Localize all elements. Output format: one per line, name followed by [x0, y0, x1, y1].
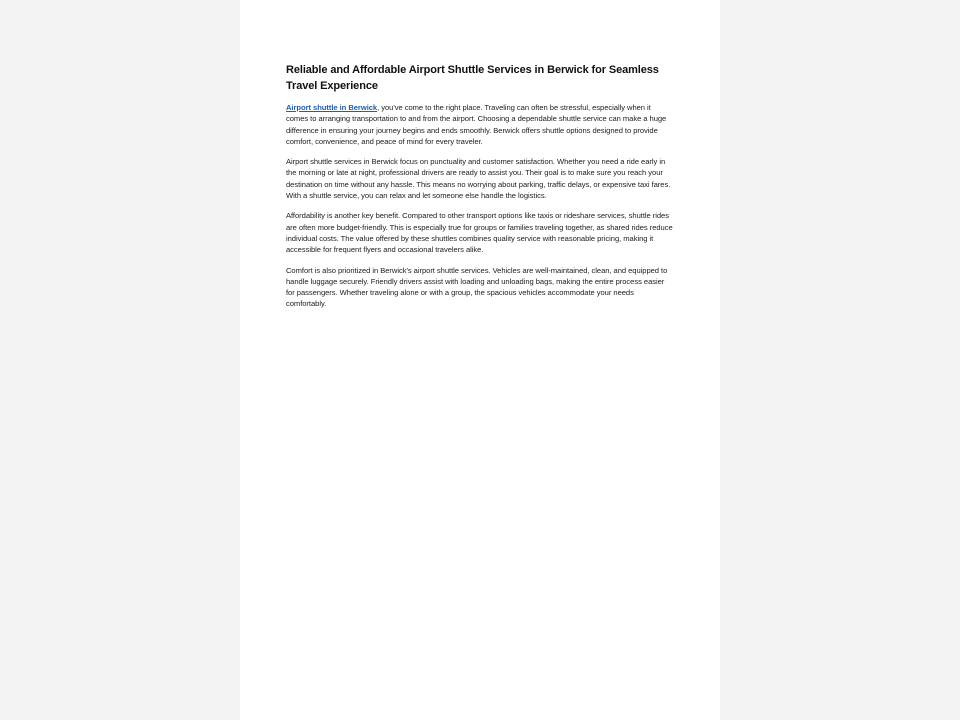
paragraph-comfort: Comfort is also prioritized in Berwick's airport shuttle services. Vehicles are well-maintained, clean, and equipped to handle luggage securely. Friendly drivers assist with loading and unloading bags, making the entire process easier for passengers. Whether traveling alone or with a group, the spacious vehicles accommodate your needs comfortably. [286, 265, 668, 309]
document-page [240, 0, 720, 720]
airport-shuttle-berwick-link[interactable]: Airport shuttle in Berwick [286, 103, 378, 112]
paragraph-affordability: Affordability is another key benefit. Compared to other transport options like taxis or rideshare services, shuttle rides are often more budget-friendly. This is especially true for groups or families traveling together, as shared rides reduce individual costs. The value offered by these shuttles combines quality service with reasonable pricing, making it accessible for frequent flyers and occasional travelers alike. [286, 211, 673, 255]
document-title: Reliable and Affordable Airport Shuttle Services in Berwick for Seamless Travel Experience [286, 64, 659, 92]
paragraph-intro [286, 102, 674, 147]
paragraph-punctuality: Airport shuttle services in Berwick focus on punctuality and customer satisfaction. Whether you need a ride early in the morning or late at night, professional drivers are ready to assist you. Their goal is to make sure you reach your destination on time without any hassle. This means no worrying about parking, traffic delays, or expensive taxi fares. With a shuttle service, you can relax and let someone else handle the logistics. [286, 157, 671, 201]
paragraph-intro-text: , you've come to the right place. Traveling can often be stressful, especially when it comes to arranging transportation to and from the airport. Choosing a dependable shuttle service can make a huge difference in ensuring your journey begins and ends smoothly. Berwick offers shuttle options designed to provide comfort, convenience, and peace of mind for every traveler. [286, 103, 667, 146]
